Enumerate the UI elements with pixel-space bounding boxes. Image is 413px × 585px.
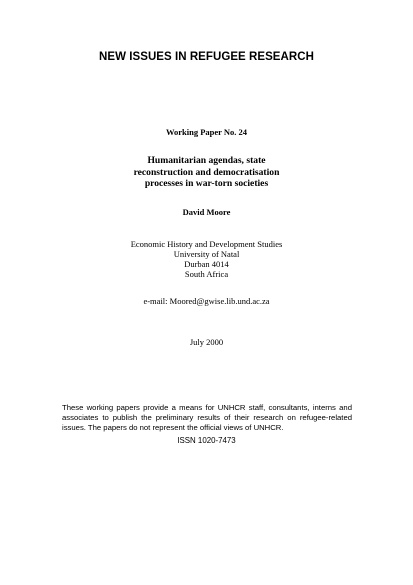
- disclaimer-text: These working papers provide a means for UNHCR staff, consultants, interns and associates to publish the preliminary results of their research on refugee-related issues. The papers do not represent the official views of UNHCR.: [62, 403, 352, 432]
- affiliation-department: Economic History and Development Studies: [130, 239, 283, 249]
- issn-number: ISSN 1020-7473: [177, 436, 236, 445]
- paper-title: [0, 155, 413, 190]
- author-name: David Moore: [182, 207, 231, 217]
- affiliation-university: University of Natal: [173, 249, 240, 259]
- paper-title-line-3: processes in war-torn societies: [144, 178, 269, 189]
- affiliation-city: Durban 4014: [184, 259, 229, 269]
- affiliation-country: South Africa: [184, 269, 229, 279]
- paper-title-line-1: Humanitarian agendas, state: [147, 155, 266, 166]
- paper-title-line-2: reconstruction and democratisation: [133, 166, 280, 178]
- series-title: NEW ISSUES IN REFUGEE RESEARCH: [99, 51, 314, 63]
- author-affiliation: [0, 239, 413, 279]
- author-email: e-mail: Moored@gwise.lib.und.ac.za: [143, 296, 270, 306]
- publication-date: July 2000: [189, 337, 224, 347]
- working-paper-number: Working Paper No. 24: [165, 127, 248, 137]
